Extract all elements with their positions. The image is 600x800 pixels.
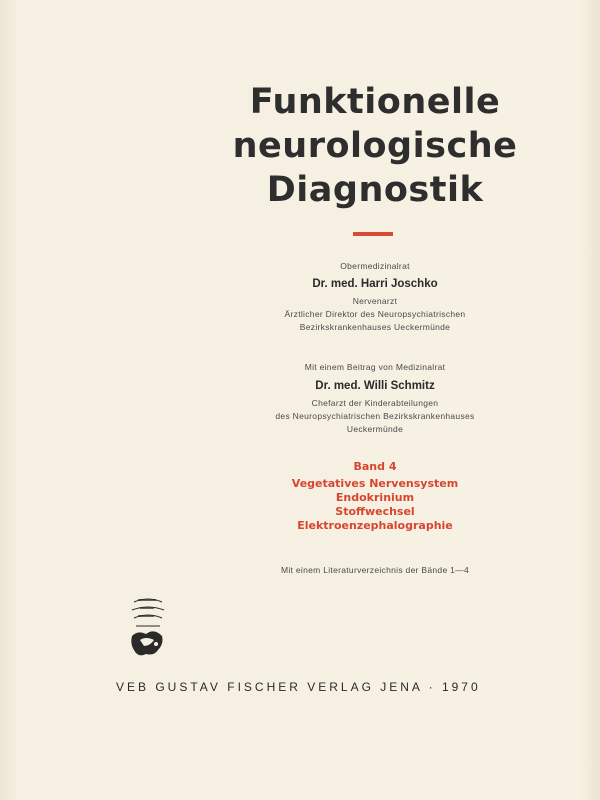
author-position-line-1: Ärztlicher Direktor des Neuropsychiatrischen: [284, 309, 466, 319]
red-divider: [353, 232, 393, 236]
contributor-name: Dr. med. Willi Schmitz: [315, 380, 435, 392]
volume-topic-1: Vegetatives Nervensystem: [291, 477, 459, 490]
volume-block: [220, 460, 530, 533]
publisher-imprint: VEB GUSTAV FISCHER VERLAG JENA · 1970: [116, 680, 481, 694]
volume-topic-3: Stoffwechsel: [335, 505, 415, 518]
bibliography-note: Mit einem Literaturverzeichnis der Bände 1—4: [280, 565, 469, 575]
title-line-1: Funktionelle: [249, 82, 501, 122]
title-line-3: Diagnostik: [266, 170, 484, 210]
author-block: [220, 260, 530, 334]
author-role: Nervenarzt: [352, 296, 398, 306]
volume-topic-2: Endokrinium: [335, 491, 415, 504]
volume-band: Band 4: [353, 460, 397, 473]
author-rank: Obermedizinalrat: [340, 261, 410, 271]
publisher-logo-icon: [128, 596, 168, 662]
contributor-position-line-2: des Neuropsychiatrischen Bezirkskrankenhauses: [275, 411, 475, 421]
title-line-2: neurologische: [232, 126, 518, 166]
author-name: Dr. med. Harri Joschko: [312, 278, 438, 290]
author-position-line-2: Bezirkskrankenhauses Ueckermünde: [299, 322, 451, 332]
contributor-position-line-1: Chefarzt der Kinderabteilungen: [311, 398, 439, 408]
bibliography-note-block: [220, 564, 530, 577]
contributor-block: [220, 361, 530, 436]
contributor-intro: Mit einem Beitrag von Medizinalrat: [304, 362, 446, 372]
contributor-position-line-3: Ueckermünde: [346, 424, 404, 434]
volume-topic-4: Elektroenzephalographie: [297, 519, 453, 532]
book-title: [200, 80, 550, 212]
